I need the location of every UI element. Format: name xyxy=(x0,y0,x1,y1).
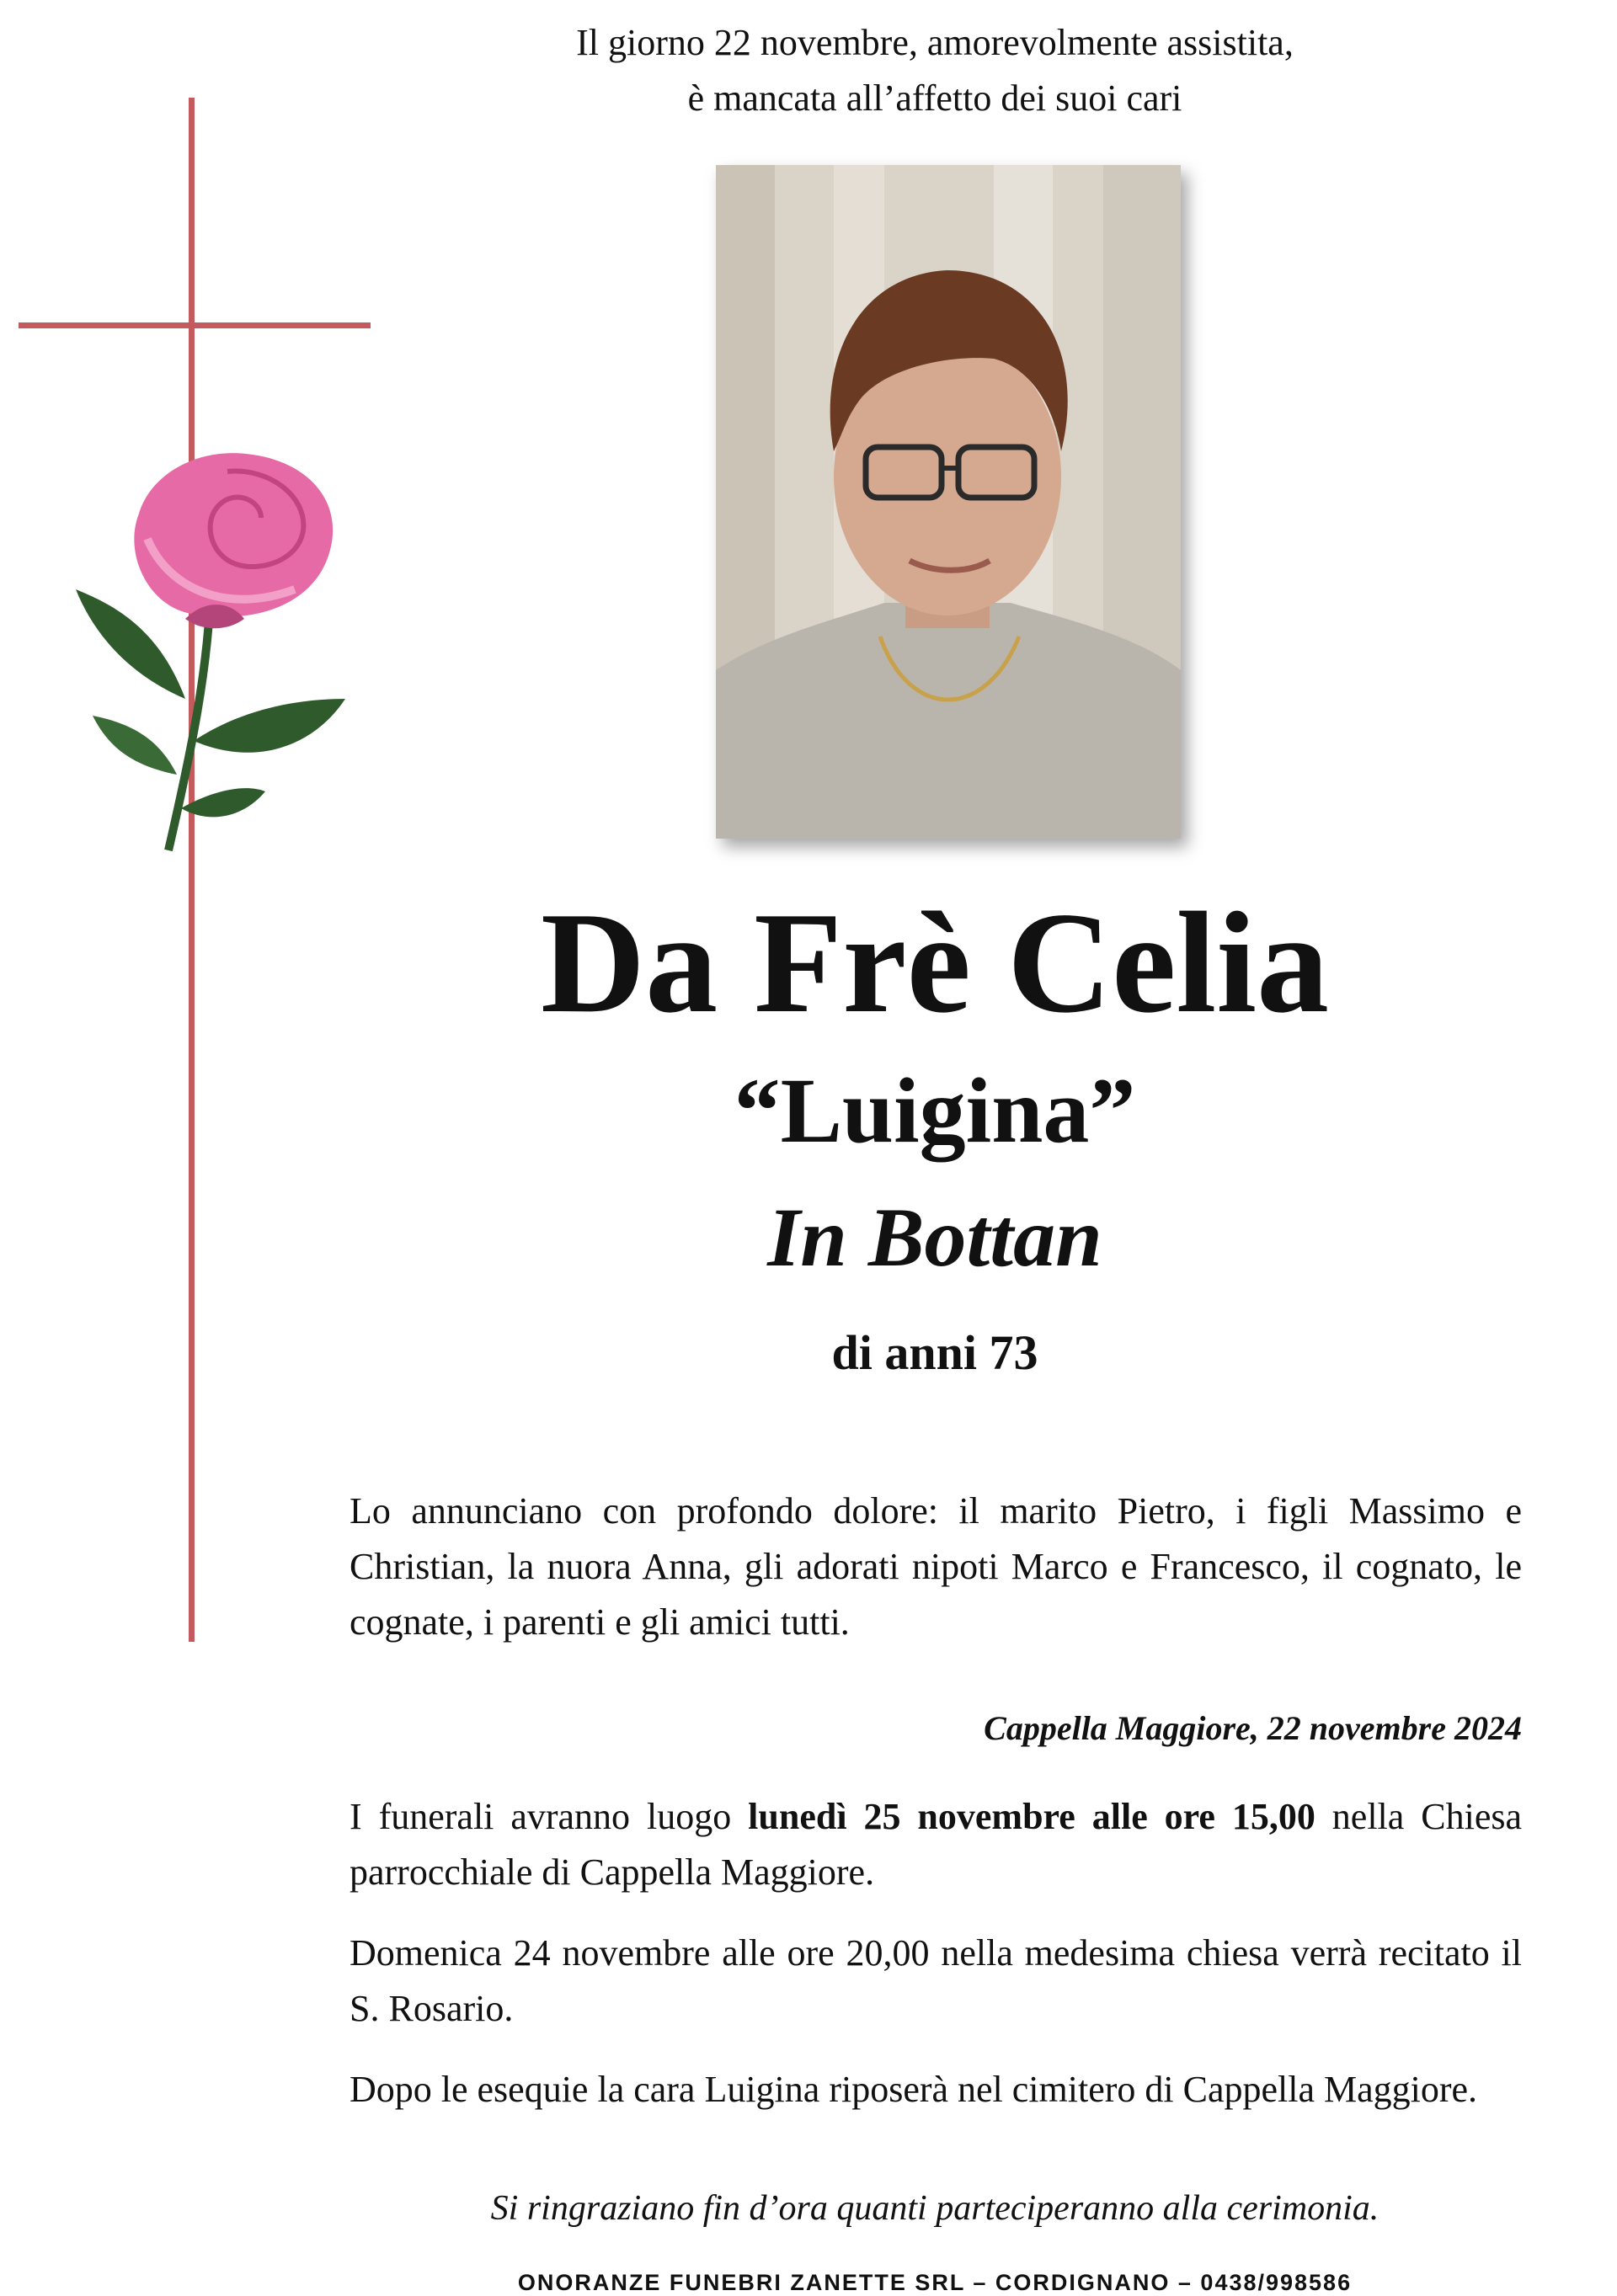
married-name: In Bottan xyxy=(767,1191,1102,1284)
funeral-suffix: nella Chiesa parrocchiale di Cappella Maggiore. xyxy=(350,1796,1522,1893)
funeral-prefix: I funerali avranno luogo xyxy=(350,1796,732,1837)
age: di anni 73 xyxy=(831,1325,1038,1380)
deceased-name: Da Frè Celia xyxy=(540,883,1330,1043)
place-date: Cappella Maggiore, 22 novembre 2024 xyxy=(984,1709,1522,1747)
cross-icon xyxy=(189,98,195,1642)
burial-text: Dopo le esequie la cara Luigina riposerà nel cimitero di Cappella Maggiore. xyxy=(350,2069,1478,2110)
intro-line-1: Il giorno 22 novembre, amorevolmente assistita, xyxy=(576,22,1294,63)
announcement-text: Lo annunciano con profondo dolore: il marito Pietro, i figli Massimo e Christian, la nuora Anna, gli adorati nipoti Marco e Francesco, il cognato, le cognate, i parenti e gli amici tutti. xyxy=(350,1490,1522,1643)
rose-icon xyxy=(59,421,387,859)
thanks-text: Si ringraziano fin d’ora quanti parteciperanno alla cerimonia. xyxy=(490,2189,1380,2228)
cross-bar xyxy=(19,322,371,328)
footer-funeral-home: ONORANZE FUNEBRI ZANETTE SRL – CORDIGNANO – 0438/998586 xyxy=(517,2270,1353,2295)
deceased-nickname: “Luigina” xyxy=(734,1059,1136,1162)
funeral-when: lunedì 25 novembre alle ore 15,00 xyxy=(748,1796,1315,1837)
portrait-photo xyxy=(716,165,1181,839)
intro-line-2: è mancata all’affetto dei suoi cari xyxy=(687,77,1182,119)
rosary-text: Domenica 24 novembre alle ore 20,00 nella medesima chiesa verrà recitato il S. Rosario. xyxy=(350,1932,1522,2029)
intro-text xyxy=(0,15,1617,126)
funeral-text xyxy=(350,1789,1522,1900)
